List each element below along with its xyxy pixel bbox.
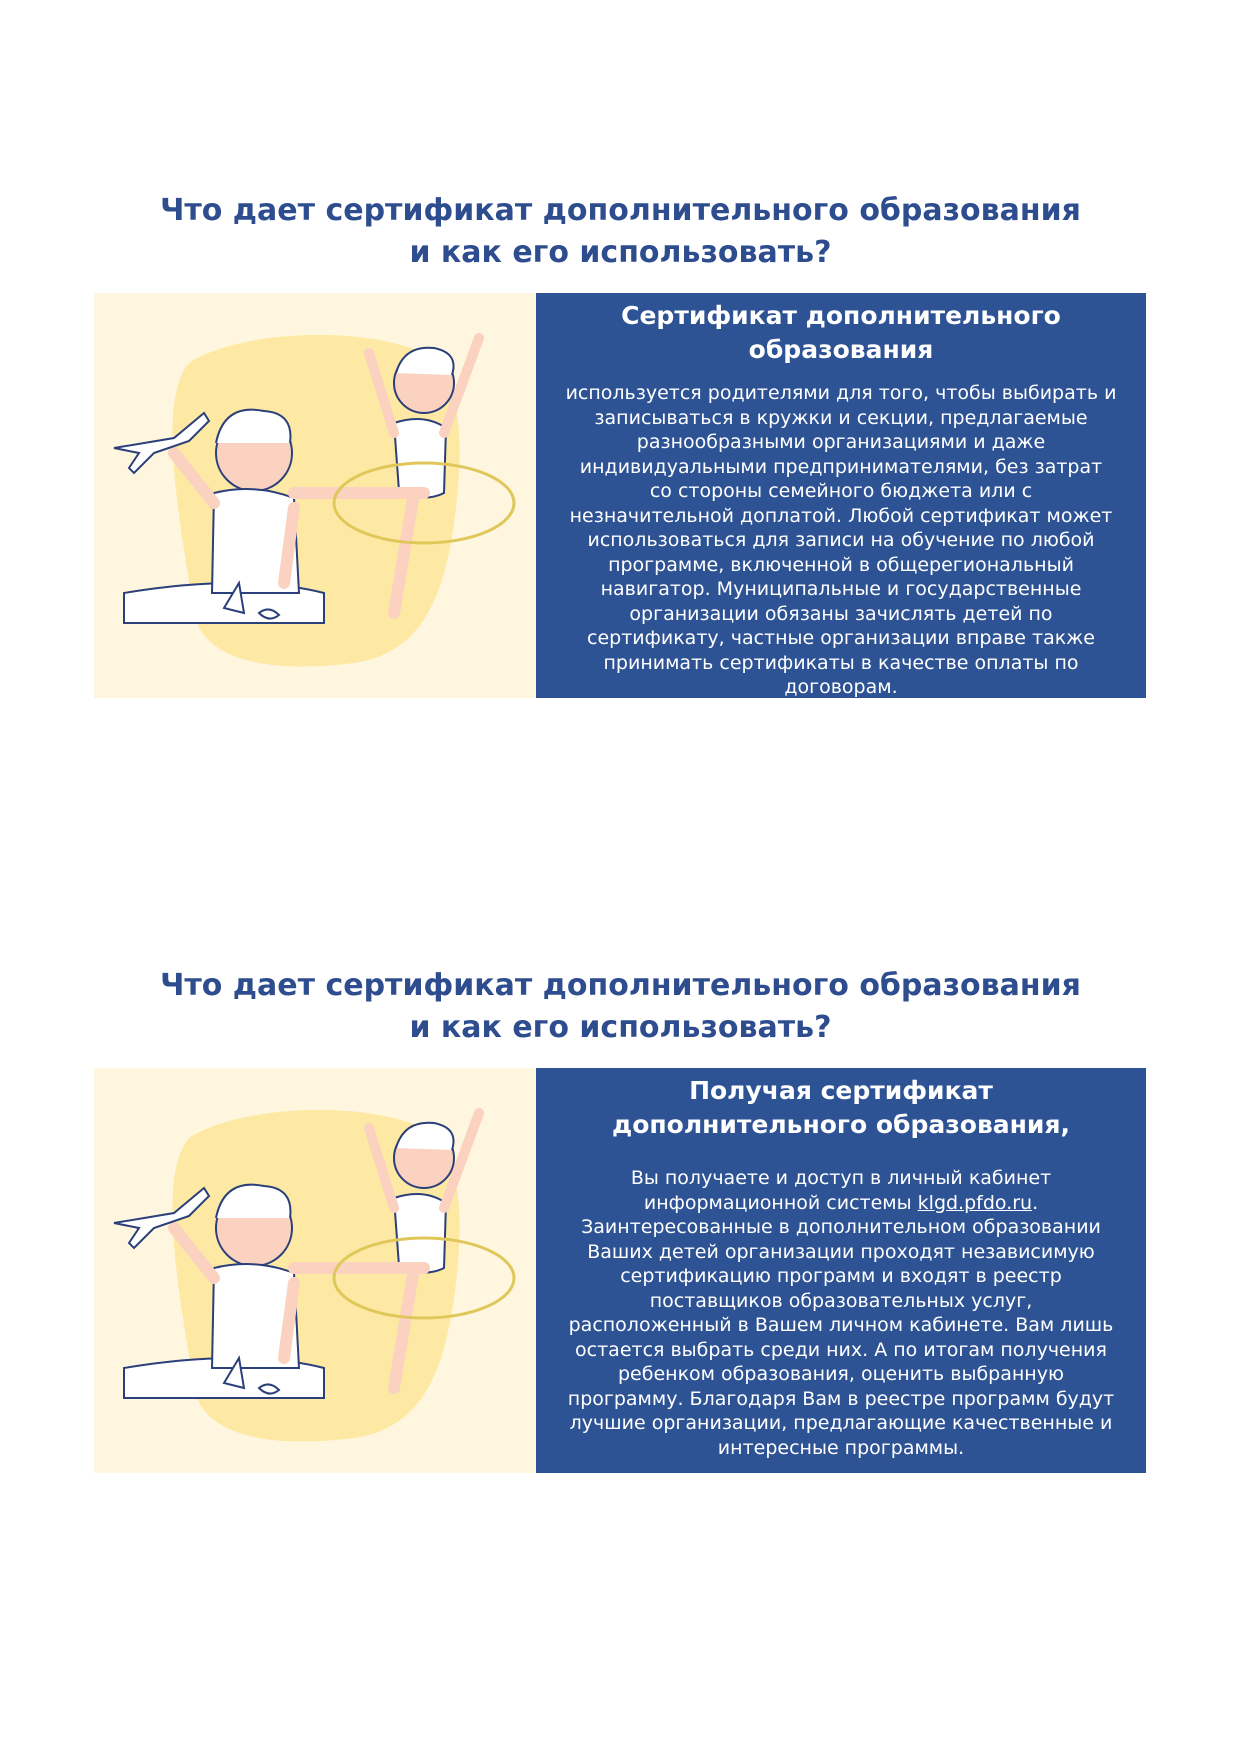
panel-text-line: со стороны семейного бюджета или с xyxy=(649,480,1033,502)
panel-text-line: навигатор. Муниципальные и государственные xyxy=(600,578,1082,600)
panel-text-line: интересные программы. xyxy=(717,1436,965,1459)
panel-text-line: сертификацию программ и входят в реестр xyxy=(620,1265,1062,1287)
panel-text-line: использоваться для записи на обучение по любой xyxy=(587,529,1095,551)
panel-title xyxy=(546,299,1136,367)
panel-text-line: поставщиков образовательных услуг, xyxy=(649,1289,1033,1312)
panel-text-line: ребенком образования, оценить выбранную xyxy=(618,1363,1064,1385)
panel-text-fragment: информационной системы xyxy=(643,1191,918,1214)
info-section-2 xyxy=(0,965,1241,1459)
panel-text-line: расположенный в Вашем личном кабинете. Вам лишь xyxy=(568,1314,1114,1336)
panel-text xyxy=(546,1166,1136,1460)
pfdo-link[interactable]: klgd.pfdo.ru xyxy=(917,1191,1033,1214)
panel-text-fragment: . xyxy=(1032,1191,1039,1214)
panel-text-line: программу. Благодаря Вам в реестре программ будут xyxy=(567,1387,1115,1410)
info-card xyxy=(94,1068,1146,1473)
panel-text-line: используется родителями для того, чтобы выбирать и xyxy=(565,382,1117,404)
panel-text-line: Ваших детей организации проходят независимую xyxy=(587,1240,1095,1263)
heading-line-1: Что дает сертификат дополнительного образования xyxy=(160,968,1081,1003)
panel-text-line: договорам. xyxy=(784,676,898,698)
children-illustration-icon xyxy=(94,293,536,698)
panel-text-line: сертификату, частные организации вправе также xyxy=(587,627,1095,649)
panel-title-line: образования xyxy=(748,335,934,364)
panel-text-line: организации обязаны зачислять детей по xyxy=(629,602,1053,625)
panel-text-line: незначительной доплатой. Любой сертификат может xyxy=(569,504,1113,527)
info-panel xyxy=(536,293,1146,698)
panel-text-line: разнообразными организациями и даже xyxy=(636,431,1046,453)
panel-text-line: Заинтересованные в дополнительном образовании xyxy=(581,1216,1101,1238)
panel-text-line: принимать сертификаты в качестве оплаты по xyxy=(603,651,1079,674)
panel-text-line-with-link xyxy=(546,1191,1136,1216)
section-heading xyxy=(0,190,1241,274)
info-section-1 xyxy=(0,190,1241,698)
panel-text-line: остается выбрать среди них. А по итогам получения xyxy=(575,1338,1107,1361)
info-panel xyxy=(536,1068,1146,1473)
panel-text-line: Вы получаете и доступ в личный кабинет xyxy=(630,1167,1052,1189)
children-illustration-icon xyxy=(94,1068,536,1473)
panel-text-line: индивидуальными предпринимателями, без затрат xyxy=(579,455,1103,478)
heading-line-2: и как его использовать? xyxy=(409,1010,832,1045)
panel-title-line: Получая сертификат xyxy=(689,1076,993,1105)
panel-text xyxy=(546,381,1136,700)
info-card xyxy=(94,293,1146,698)
heading-line-1: Что дает сертификат дополнительного образования xyxy=(160,193,1081,228)
panel-text-line: лучшие организации, предлагающие качественные и xyxy=(569,1412,1113,1434)
heading-line-2: и как его использовать? xyxy=(409,235,832,270)
panel-text-line: записываться в кружки и секции, предлагаемые xyxy=(594,406,1088,429)
panel-title xyxy=(546,1074,1136,1142)
section-heading xyxy=(0,965,1241,1049)
panel-text-line: программе, включенной в общерегиональный xyxy=(608,553,1074,576)
panel-title-line: Сертификат дополнительного xyxy=(621,301,1061,330)
panel-title-line: дополнительного образования, xyxy=(612,1110,1070,1139)
